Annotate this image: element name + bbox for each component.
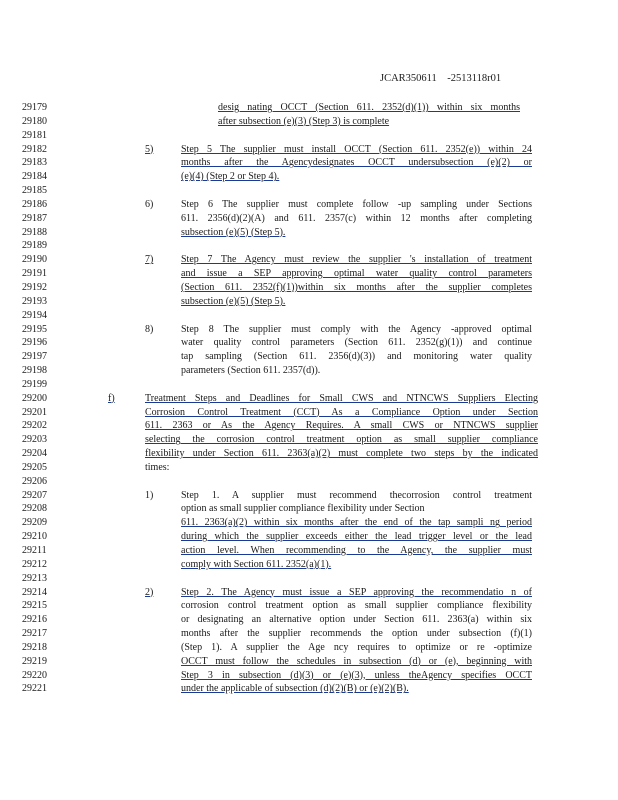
line-text-box bbox=[181, 586, 532, 600]
document-line bbox=[0, 502, 618, 516]
line-text-box bbox=[181, 267, 532, 281]
line-text: comply with Section 611. 2352(a)(1). bbox=[181, 558, 332, 570]
line-text: Treatment Steps and Deadlines for Small CWS and NTNCWS Suppliers Electing bbox=[145, 392, 538, 404]
line-text-box bbox=[145, 392, 538, 406]
document-line bbox=[0, 336, 618, 350]
line-text: subsection (e)(5) (Step 5). bbox=[181, 226, 286, 238]
line-number: 29210 bbox=[22, 531, 47, 543]
line-number: 29213 bbox=[22, 572, 47, 584]
line-text-box bbox=[181, 613, 532, 627]
line-text: (Step 1). A supplier the Age ncy requires to optimize or re -optimize bbox=[181, 641, 532, 653]
line-number: 29199 bbox=[22, 378, 47, 390]
line-text: and issue a SEP approving optimal water quality control parameters bbox=[181, 268, 532, 280]
document-line bbox=[0, 461, 618, 475]
document-line bbox=[0, 599, 618, 613]
line-text: subsection (e)(5) (Step 5). bbox=[181, 295, 286, 307]
document-line bbox=[0, 406, 618, 420]
item-label: 6) bbox=[145, 198, 154, 210]
document-line bbox=[0, 295, 618, 309]
line-number: 29189 bbox=[22, 240, 47, 252]
line-text-box bbox=[181, 669, 532, 683]
document-line bbox=[0, 682, 618, 696]
line-number: 29185 bbox=[22, 185, 47, 197]
line-text-box bbox=[145, 433, 538, 447]
line-number: 29180 bbox=[22, 115, 47, 127]
line-text: corrosion control treatment option as small supplier compliance flexibility bbox=[181, 600, 532, 612]
line-number: 29195 bbox=[22, 323, 47, 335]
line-text: Step 3 in subsection (d)(3) or (e)(3), unless theAgency specifies OCCT bbox=[181, 669, 532, 681]
line-number: 29198 bbox=[22, 365, 47, 377]
line-number: 29184 bbox=[22, 171, 47, 183]
line-number: 29221 bbox=[22, 683, 47, 695]
line-text: flexibility under Section 611. 2363(a)(2) must complete two steps by the indicated bbox=[145, 448, 538, 460]
document-line bbox=[0, 101, 618, 115]
document-line bbox=[0, 198, 618, 212]
document-line bbox=[0, 239, 618, 253]
line-text-box bbox=[181, 198, 532, 212]
doc-id: JCAR350611 bbox=[380, 73, 437, 84]
line-number: 29205 bbox=[22, 461, 47, 473]
line-number: 29203 bbox=[22, 434, 47, 446]
line-text: option as small supplier compliance flexibility under Section bbox=[181, 503, 425, 515]
document-line bbox=[0, 655, 618, 669]
line-text-box bbox=[181, 212, 532, 226]
document-line bbox=[0, 433, 618, 447]
line-text: Step 5 The supplier must install OCCT (Section 611. 2352(e)) within 24 bbox=[181, 143, 532, 155]
document-line bbox=[0, 253, 618, 267]
line-number: 29186 bbox=[22, 198, 47, 210]
document-line bbox=[0, 281, 618, 295]
document-line bbox=[0, 378, 618, 392]
document-line bbox=[0, 627, 618, 641]
line-number: 29183 bbox=[22, 157, 47, 169]
line-number: 29188 bbox=[22, 226, 47, 238]
line-text: 611. 2356(d)(2)(A) and 611. 2357(c) within 12 months after completing bbox=[181, 212, 532, 224]
document-line bbox=[0, 530, 618, 544]
line-text-box bbox=[145, 447, 538, 461]
line-number: 29179 bbox=[22, 102, 47, 113]
line-text: water quality control parameters (Section 611. 2352(g)(1)) and continue bbox=[181, 337, 532, 349]
doc-code: -2513118r01 bbox=[447, 73, 502, 84]
document-line bbox=[0, 447, 618, 461]
line-text: times: bbox=[145, 461, 170, 473]
item-label: 5) bbox=[145, 143, 154, 155]
line-text: 611. 2363 or As the Agency Requires. A small CWS or NTNCWS supplier bbox=[145, 420, 538, 432]
item-label: 1) bbox=[145, 489, 154, 501]
line-text-box bbox=[181, 502, 532, 516]
line-number: 29207 bbox=[22, 489, 47, 501]
document-line bbox=[0, 170, 618, 184]
line-text-box bbox=[181, 516, 532, 530]
line-text-box bbox=[218, 101, 520, 115]
line-number: 29206 bbox=[22, 475, 47, 487]
line-text: or designating an alternative option under Section 611. 2363(a) within six bbox=[181, 614, 532, 626]
line-text-box bbox=[181, 323, 532, 337]
line-text: parameters (Section 611. 2357(d)). bbox=[181, 365, 321, 377]
line-text-box bbox=[181, 295, 532, 309]
document-line bbox=[0, 364, 618, 378]
line-text-box bbox=[181, 350, 532, 364]
document-line bbox=[0, 489, 618, 503]
document-line bbox=[0, 475, 618, 489]
line-number: 29208 bbox=[22, 503, 47, 515]
page-header bbox=[380, 73, 501, 84]
line-text-box bbox=[181, 336, 532, 350]
line-text: 611. 2363(a)(2) within six months after the end of the tap sampli ng period bbox=[181, 517, 532, 529]
line-text-box bbox=[181, 253, 532, 267]
line-text-box bbox=[181, 544, 532, 558]
line-text-box bbox=[181, 226, 532, 240]
document-body bbox=[0, 101, 618, 696]
document-line bbox=[0, 350, 618, 364]
line-text: tap sampling (Section 611. 2356(d)(3)) and monitoring water quality bbox=[181, 351, 532, 363]
line-text: desig nating OCCT (Section 611. 2352(d)(1)) within six months bbox=[218, 102, 520, 113]
line-number: 29212 bbox=[22, 558, 47, 570]
line-number: 29217 bbox=[22, 628, 47, 640]
line-number: 29200 bbox=[22, 392, 47, 404]
line-number: 29192 bbox=[22, 281, 47, 293]
line-number: 29218 bbox=[22, 641, 47, 653]
document-line bbox=[0, 669, 618, 683]
line-text-box bbox=[181, 599, 532, 613]
line-text-box bbox=[181, 156, 532, 170]
line-number: 29191 bbox=[22, 268, 47, 280]
line-text: Step 7 The Agency must review the supplier 's installation of treatment bbox=[181, 254, 532, 266]
line-number: 29187 bbox=[22, 212, 47, 224]
line-text: Step 1. A supplier must recommend thecorrosion control treatment bbox=[181, 489, 532, 501]
line-number: 29182 bbox=[22, 143, 47, 155]
document-line bbox=[0, 143, 618, 157]
line-number: 29220 bbox=[22, 669, 47, 681]
line-text-box bbox=[181, 558, 532, 572]
document-line bbox=[0, 129, 618, 143]
line-text: (Section 611. 2352(f)(1))within six months after the supplier completes bbox=[181, 281, 532, 293]
document-line bbox=[0, 184, 618, 198]
line-text: during which the supplier exceeds either the lead trigger level or the lead bbox=[181, 531, 532, 543]
document-line bbox=[0, 156, 618, 170]
line-number: 29197 bbox=[22, 351, 47, 363]
line-number: 29204 bbox=[22, 448, 47, 460]
item-label: 8) bbox=[145, 323, 154, 335]
document-line bbox=[0, 226, 618, 240]
line-text-box bbox=[145, 406, 538, 420]
document-line bbox=[0, 641, 618, 655]
line-text-box bbox=[181, 143, 532, 157]
line-text: (e)(4) (Step 2 or Step 4). bbox=[181, 171, 280, 183]
document-line bbox=[0, 323, 618, 337]
line-text-box bbox=[181, 682, 532, 696]
line-number: 29202 bbox=[22, 420, 47, 432]
line-number: 29196 bbox=[22, 337, 47, 349]
document-line bbox=[0, 516, 618, 530]
line-text: selecting the corrosion control treatment option as small supplier compliance bbox=[145, 434, 538, 446]
line-number: 29209 bbox=[22, 517, 47, 529]
line-text-box bbox=[181, 281, 532, 295]
line-text: action level. When recommending to the Agency, the supplier must bbox=[181, 545, 532, 556]
document-line bbox=[0, 544, 618, 558]
line-text-box bbox=[145, 461, 538, 475]
line-text: months after the supplier recommends the option under subsection (f)(1) bbox=[181, 628, 532, 640]
line-number: 29219 bbox=[22, 655, 47, 667]
document-line bbox=[0, 392, 618, 406]
line-number: 29216 bbox=[22, 614, 47, 626]
line-text-box bbox=[145, 419, 538, 433]
document-line bbox=[0, 586, 618, 600]
document-line bbox=[0, 267, 618, 281]
line-text: Step 2. The Agency must issue a SEP approving the recommendatio n of bbox=[181, 586, 532, 598]
line-number: 29181 bbox=[22, 129, 47, 141]
line-text: after subsection (e)(3) (Step 3) is complete bbox=[218, 115, 390, 127]
line-text-box bbox=[218, 115, 520, 129]
document-line bbox=[0, 212, 618, 226]
document-line bbox=[0, 115, 618, 129]
line-number: 29194 bbox=[22, 309, 47, 321]
line-text: OCCT must follow the schedules in subsection (d) or (e), beginning with bbox=[181, 655, 532, 667]
line-number: 29190 bbox=[22, 254, 47, 266]
document-line bbox=[0, 572, 618, 586]
line-text: under the applicable of subsection (d)(2)(B) or (e)(2)(B). bbox=[181, 683, 409, 695]
line-text-box bbox=[181, 170, 532, 184]
line-text-box bbox=[181, 627, 532, 641]
line-number: 29211 bbox=[22, 545, 47, 556]
line-text: Step 8 The supplier must comply with the Agency -approved optimal bbox=[181, 323, 532, 335]
line-number: 29214 bbox=[22, 586, 47, 598]
item-label: 7) bbox=[145, 254, 154, 266]
line-text-box bbox=[181, 364, 532, 378]
line-text: months after the Agencydesignates OCCT undersubsection (e)(2) or bbox=[181, 157, 532, 169]
item-label: f) bbox=[108, 392, 115, 404]
document-line bbox=[0, 309, 618, 323]
line-text-box bbox=[181, 489, 532, 503]
line-text-box bbox=[181, 655, 532, 669]
document-line bbox=[0, 613, 618, 627]
item-label: 2) bbox=[145, 586, 154, 598]
line-number: 29201 bbox=[22, 406, 47, 418]
line-number: 29215 bbox=[22, 600, 47, 612]
line-text-box bbox=[181, 530, 532, 544]
document-line bbox=[0, 558, 618, 572]
line-text-box bbox=[181, 641, 532, 655]
line-text: Corrosion Control Treatment (CCT) As a Compliance Option under Section bbox=[145, 406, 538, 418]
line-number: 29193 bbox=[22, 295, 47, 307]
document-line bbox=[0, 419, 618, 433]
line-text: Step 6 The supplier must complete follow -up sampling under Sections bbox=[181, 198, 532, 210]
